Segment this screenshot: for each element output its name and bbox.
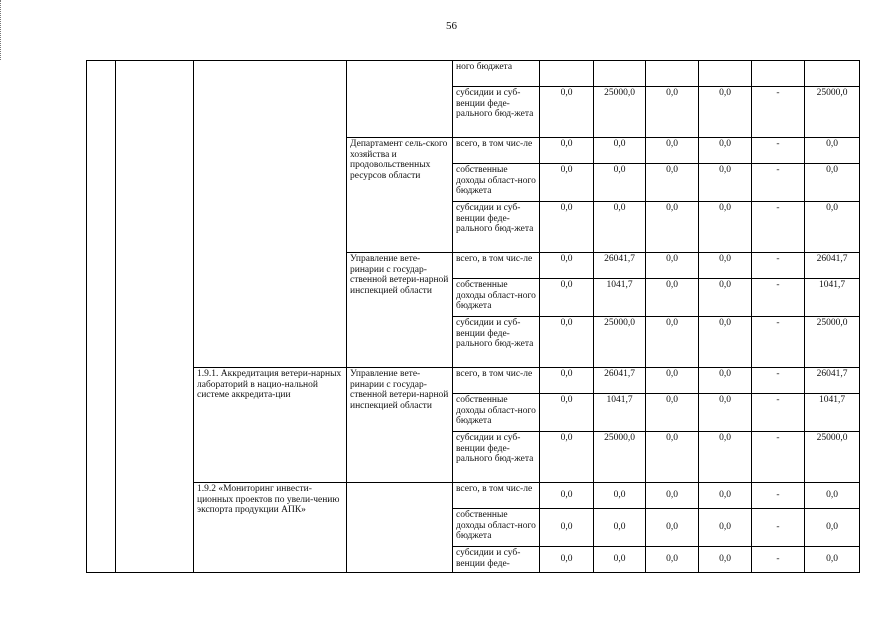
value-cell: 0,0 (699, 509, 752, 547)
table-row (87, 61, 860, 87)
value-cell: 0,0 (594, 509, 646, 547)
funding-type: всего, в том чис-ле (453, 483, 540, 509)
value-cell: 1041,7 (805, 279, 860, 317)
value-cell: - (752, 432, 805, 483)
value-cell: - (752, 483, 805, 509)
value-cell: 0,0 (594, 483, 646, 509)
value-cell: - (752, 394, 805, 432)
value-cell: 1041,7 (805, 394, 860, 432)
value-cell: 0,0 (699, 164, 752, 202)
executor-cell-empty (347, 61, 453, 138)
value-cell (646, 61, 699, 87)
value-cell: 1041,7 (594, 394, 646, 432)
value-cell: 0,0 (646, 432, 699, 483)
value-cell: 25000,0 (594, 87, 646, 138)
value-cell: 0,0 (805, 509, 860, 547)
measure-cell-empty (194, 61, 347, 368)
value-cell: 0,0 (805, 164, 860, 202)
funding-type: субсидии и суб-венции феде-рального бюд-жета (453, 432, 540, 483)
value-cell: - (752, 138, 805, 164)
value-cell: 0,0 (699, 279, 752, 317)
value-cell: 1041,7 (594, 279, 646, 317)
value-cell: 0,0 (805, 202, 860, 253)
value-cell: - (752, 279, 805, 317)
funding-type: всего, в том чис-ле (453, 253, 540, 279)
value-cell: 0,0 (646, 279, 699, 317)
value-cell: 0,0 (646, 138, 699, 164)
value-cell: 0,0 (594, 547, 646, 573)
value-cell: 25000,0 (594, 317, 646, 368)
measure-cell: 1.9.2 «Мониторинг инвести-ционных проектов по увели-чению экспорта продукции АПК» (194, 483, 347, 573)
value-cell: 0,0 (699, 317, 752, 368)
value-cell: 0,0 (594, 202, 646, 253)
executor-cell: Управление вете-ринарии с государ-ственной ветери-нарной инспекцией области (347, 253, 453, 368)
value-cell: 0,0 (540, 394, 594, 432)
value-cell: 0,0 (540, 202, 594, 253)
value-cell: 0,0 (699, 547, 752, 573)
funding-type: субсидии и суб-венции феде-рального бюд-жета (453, 87, 540, 138)
funding-type: субсидии и суб-венции феде-рального бюд-жета (453, 202, 540, 253)
value-cell: 0,0 (540, 483, 594, 509)
value-cell: 0,0 (699, 138, 752, 164)
value-cell: 0,0 (540, 317, 594, 368)
value-cell: 0,0 (699, 394, 752, 432)
value-cell: 0,0 (699, 368, 752, 394)
value-cell: 0,0 (646, 317, 699, 368)
value-cell: 0,0 (646, 87, 699, 138)
value-cell: - (752, 202, 805, 253)
value-cell: - (752, 164, 805, 202)
value-cell: - (752, 87, 805, 138)
value-cell: - (752, 547, 805, 573)
funding-type: всего, в том чис-ле (453, 368, 540, 394)
value-cell: 0,0 (646, 368, 699, 394)
executor-cell: Управление вете-ринарии с государ-ственной ветери-нарной инспекцией области (347, 368, 453, 483)
value-cell (540, 61, 594, 87)
funding-type: собственные доходы област-ного бюджета (453, 509, 540, 547)
funding-type: ного бюджета (453, 61, 540, 87)
value-cell: 0,0 (540, 253, 594, 279)
value-cell: 25000,0 (805, 87, 860, 138)
funding-type: собственные доходы област-ного бюджета (453, 394, 540, 432)
executor-cell-empty (347, 483, 453, 573)
value-cell: 0,0 (646, 547, 699, 573)
value-cell: 0,0 (540, 164, 594, 202)
value-cell: 0,0 (805, 483, 860, 509)
value-cell: 0,0 (646, 394, 699, 432)
table-row (87, 368, 860, 394)
funding-type: субсидии и суб-венции феде- (453, 547, 540, 573)
value-cell: 0,0 (699, 202, 752, 253)
value-cell: 0,0 (646, 509, 699, 547)
value-cell: 26041,7 (594, 253, 646, 279)
value-cell: 0,0 (540, 87, 594, 138)
value-cell: 26041,7 (805, 368, 860, 394)
value-cell: 0,0 (540, 368, 594, 394)
value-cell: 25000,0 (805, 432, 860, 483)
value-cell: 0,0 (805, 138, 860, 164)
budget-table (86, 60, 860, 573)
value-cell: 0,0 (805, 547, 860, 573)
value-cell: 0,0 (646, 253, 699, 279)
measure-cell: 1.9.1. Аккредитация ветери-нарных лабораторий в нацио-нальной системе аккредита-ции (194, 368, 347, 483)
page-number: 56 (446, 20, 457, 32)
value-cell (752, 61, 805, 87)
value-cell: 0,0 (699, 87, 752, 138)
value-cell (805, 61, 860, 87)
value-cell: - (752, 253, 805, 279)
margin-marks (0, 0, 4, 60)
value-cell: 0,0 (540, 432, 594, 483)
value-cell: 0,0 (646, 483, 699, 509)
value-cell: 0,0 (540, 138, 594, 164)
value-cell: 0,0 (540, 547, 594, 573)
table-row (87, 483, 860, 509)
value-cell: - (752, 509, 805, 547)
value-cell: 0,0 (699, 483, 752, 509)
value-cell: 0,0 (594, 138, 646, 164)
value-cell: 0,0 (540, 509, 594, 547)
value-cell: 25000,0 (805, 317, 860, 368)
value-cell: 26041,7 (805, 253, 860, 279)
value-cell: 0,0 (594, 164, 646, 202)
funding-type: субсидии и суб-венции феде-рального бюд-жета (453, 317, 540, 368)
value-cell: 0,0 (646, 164, 699, 202)
value-cell: 0,0 (646, 202, 699, 253)
executor-cell: Департамент сель-ского хозяйства и продовольственных ресурсов области (347, 138, 453, 253)
funding-type: собственные доходы област-ного бюджета (453, 164, 540, 202)
value-cell (699, 61, 752, 87)
value-cell (594, 61, 646, 87)
funding-type: всего, в том чис-ле (453, 138, 540, 164)
col-program-cell (116, 61, 194, 573)
funding-type: собственные доходы област-ного бюджета (453, 279, 540, 317)
value-cell: 0,0 (699, 253, 752, 279)
value-cell: 25000,0 (594, 432, 646, 483)
value-cell: 0,0 (699, 432, 752, 483)
value-cell: - (752, 317, 805, 368)
value-cell: 0,0 (540, 279, 594, 317)
value-cell: - (752, 368, 805, 394)
value-cell: 26041,7 (594, 368, 646, 394)
col-number-cell (87, 61, 116, 573)
